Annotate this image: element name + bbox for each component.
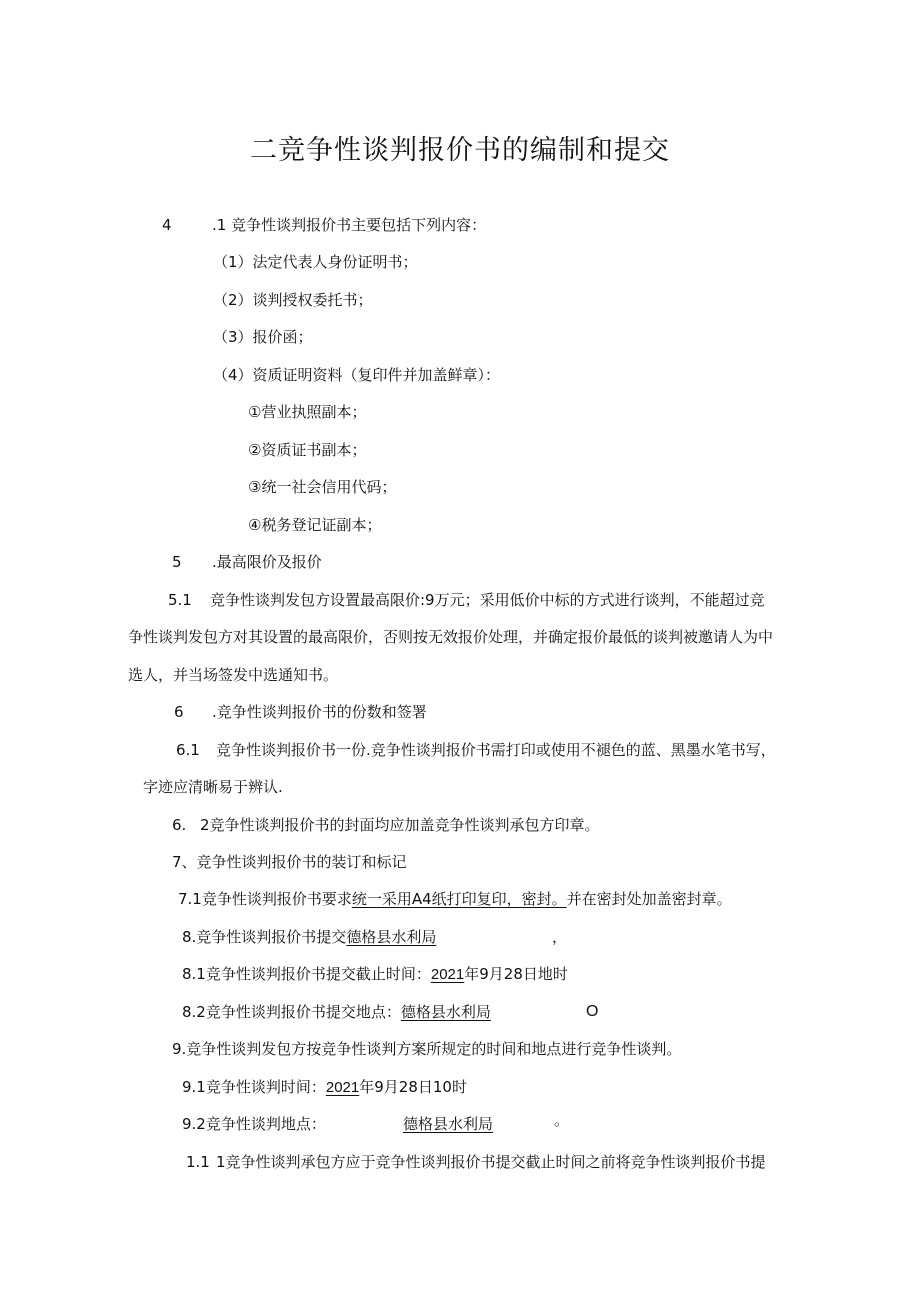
section-5-heading: .最高限价及报价 (212, 553, 322, 571)
sub-list-item: ④税务登记证副本； (248, 516, 382, 534)
sub-list-item: ③统一社会信用代码； (248, 478, 397, 496)
underlined-location: 德格县水利局 (403, 1115, 494, 1133)
trailing-comma: ， (552, 928, 568, 946)
paragraph-line (178, 889, 732, 909)
page-title: 二竞争性谈判报价书的编制和提交 (250, 135, 670, 166)
paragraph-text: 9.1竞争性谈判时间： (182, 1078, 326, 1096)
section-7-heading: 7、竞争性谈判报价书的装订和标记 (172, 853, 407, 871)
paragraph-text: 年9月28日10时 (359, 1078, 467, 1096)
section-9-heading: 9.竞争性谈判发包方按竞争性谈判方案所规定的时间和地点进行竞争性谈判。 (172, 1040, 682, 1058)
paragraph-text: 并在密封处加盖密封章。 (566, 890, 732, 908)
paragraph-text: 年9月28日地时 (464, 965, 568, 983)
paragraph-line: 竞争性谈判报价书一份.竞争性谈判报价书需打印或使用不褪色的蓝、黑墨水笔书写， (216, 741, 776, 759)
paragraph-line: 2竞争性谈判报价书的封面均应加盖竞争性谈判承包方印章。 (200, 816, 600, 834)
section-8-line (182, 927, 436, 947)
paragraph-line: 争性谈判发包方对其设置的最高限价，否则按无效报价处理，并确定报价最低的谈判被邀请人为中 (128, 628, 774, 646)
deadline-line (182, 964, 568, 985)
sub-list-item: ①营业执照副本； (248, 403, 367, 421)
list-item: （4）资质证明资料（复印件并加盖鲜章）： (213, 366, 501, 384)
paragraph-text: 8.竞争性谈判报价书提交 (182, 928, 347, 946)
paragraph-text: 8.2竞争性谈判报价书提交地点： (182, 1003, 401, 1021)
section-4-number: 4 (162, 216, 172, 234)
list-item: （2）谈判授权委托书； (213, 291, 373, 309)
negotiation-year: 2021 (325, 1079, 360, 1096)
trailing-mark: O (586, 1003, 599, 1020)
trailing-period: 。 (554, 1111, 570, 1129)
submission-location-line (182, 1002, 491, 1022)
list-item: （3）报价函； (213, 328, 313, 346)
paragraph-text: 7.1竞争性谈判报价书要求 (178, 890, 352, 908)
underlined-recipient: 德格县水利局 (346, 928, 437, 946)
underlined-requirement: 统一采用A4纸打印复印，密封。 (351, 890, 567, 908)
paragraph-text: 8.1竞争性谈判报价书提交截止时间： (182, 965, 431, 983)
paragraph-number: 6.1 (176, 741, 200, 759)
list-item: （1）法定代表人身份证明书； (213, 253, 418, 271)
deadline-year: 2021 (430, 966, 465, 983)
section-6-number: 6 (174, 703, 184, 721)
paragraph-line: 选人，并当场签发中选通知书。 (128, 666, 339, 684)
sub-list-item: ②资质证书副本； (248, 441, 367, 459)
paragraph-number: 1.1 (186, 1153, 210, 1171)
negotiation-location-label: 9.2竞争性谈判地点： (182, 1115, 326, 1133)
paragraph-line: 竞争性谈判发包方设置最高限价:9万元；采用低价中标的方式进行谈判，不能超过竞 (210, 591, 765, 609)
paragraph-line: 1竞争性谈判承包方应于竞争性谈判报价书提交截止时间之前将竞争性谈判报价书提 (216, 1153, 766, 1171)
paragraph-number: 6. (172, 816, 187, 834)
section-6-heading: .竞争性谈判报价书的份数和签署 (212, 703, 427, 721)
negotiation-time-line (182, 1077, 467, 1098)
underlined-location: 德格县水利局 (400, 1003, 491, 1021)
paragraph-number: 5.1 (168, 591, 192, 609)
paragraph-line: 字迹应清晰易于辨认. (143, 778, 283, 796)
section-4-heading: .1 竞争性谈判报价书主要包括下列内容： (212, 216, 487, 234)
section-5-number: 5 (172, 553, 182, 571)
